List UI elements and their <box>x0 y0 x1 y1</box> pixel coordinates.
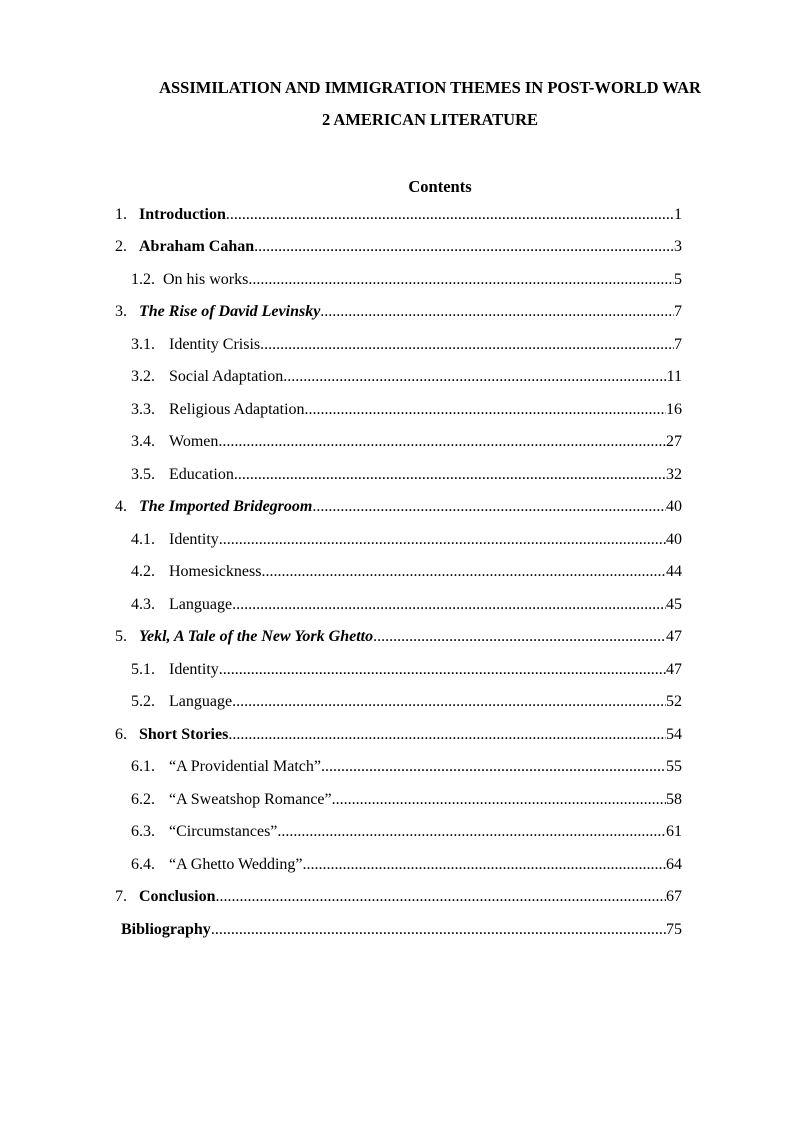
toc-entry-page: 64 <box>666 856 682 873</box>
toc-entry-number: 4.3. <box>131 596 155 613</box>
toc-leader-dots <box>260 336 674 354</box>
document-title-line-2: 2 AMERICAN LITERATURE <box>321 110 539 129</box>
toc-leader-dots <box>261 563 666 581</box>
toc-leader-dots <box>219 531 666 549</box>
toc-entry-number: 6.2. <box>131 791 155 808</box>
toc-entry-identity[interactable] <box>131 531 682 553</box>
document-title-line-1: ASSIMILATION AND IMMIGRATION THEMES IN POST-WORLD WAR <box>159 78 701 97</box>
toc-entry-language[interactable] <box>131 596 682 618</box>
toc-entry-page: 54 <box>666 726 682 743</box>
toc-entry-number: 4.2. <box>131 563 155 580</box>
toc-leader-dots <box>303 856 667 874</box>
toc-entry-number: 6. <box>115 726 127 743</box>
toc-entry-language[interactable] <box>131 693 682 715</box>
toc-leader-dots <box>234 466 666 484</box>
toc-entry-page: 44 <box>666 563 682 580</box>
toc-leader-dots <box>218 433 666 451</box>
toc-entry-label: Identity Crisis <box>169 336 261 353</box>
toc-entry-number: 4. <box>115 498 127 515</box>
toc-entry-page: 75 <box>666 921 682 938</box>
toc-leader-dots <box>305 401 666 419</box>
toc-leader-dots <box>320 303 674 321</box>
toc-leader-dots <box>219 661 666 679</box>
toc-entry-page: 11 <box>666 368 682 385</box>
toc-leader-dots <box>321 758 666 776</box>
toc-entry-providential-match[interactable] <box>131 758 682 780</box>
toc-entry-page: 7 <box>674 336 682 353</box>
toc-leader-dots <box>228 726 666 744</box>
toc-entry-page: 32 <box>666 466 682 483</box>
toc-entry-number: 6.3. <box>131 823 155 840</box>
toc-entry-page: 27 <box>666 433 682 450</box>
toc-leader-dots <box>312 498 666 516</box>
toc-entry-circumstances[interactable] <box>131 823 682 845</box>
toc-leader-dots <box>232 596 666 614</box>
toc-entry-label: Homesickness <box>169 563 262 580</box>
toc-entry-number: 1. <box>115 206 127 223</box>
toc-entry-label: “A Ghetto Wedding” <box>169 856 303 873</box>
contents-heading: Contents <box>408 177 472 196</box>
toc-entry-yekl[interactable] <box>115 628 682 650</box>
toc-entry-label: Identity <box>169 531 219 548</box>
toc-entry-short-stories[interactable] <box>115 726 682 748</box>
toc-leader-dots <box>373 628 666 646</box>
toc-entry-page: 67 <box>666 888 682 905</box>
toc-entry-label: Short Stories <box>139 726 229 743</box>
toc-entry-label: Introduction <box>139 206 226 223</box>
toc-entry-education[interactable] <box>131 466 682 488</box>
toc-entry-women[interactable] <box>131 433 682 455</box>
toc-entry-page: 40 <box>666 498 682 515</box>
toc-entry-label: Women <box>169 433 219 450</box>
toc-entry-number: 3. <box>115 303 127 320</box>
toc-entry-label: On his works <box>163 271 249 288</box>
toc-entry-sweatshop-romance[interactable] <box>131 791 682 813</box>
toc-entry-number: 3.5. <box>131 466 155 483</box>
toc-entry-conclusion[interactable] <box>115 888 682 910</box>
toc-entry-number: 2. <box>115 238 127 255</box>
toc-entry-identity-crisis[interactable] <box>131 336 682 358</box>
toc-leader-dots <box>332 791 666 809</box>
toc-entry-social-adaptation[interactable] <box>131 368 682 390</box>
toc-leader-dots <box>283 368 666 386</box>
toc-entry-bibliography[interactable] <box>121 921 682 943</box>
toc-entry-ghetto-wedding[interactable] <box>131 856 682 878</box>
toc-entry-number: 5.1. <box>131 661 155 678</box>
toc-entry-number: 4.1. <box>131 531 155 548</box>
toc-entry-number: 3.1. <box>131 336 155 353</box>
toc-entry-label: Bibliography <box>121 921 211 938</box>
toc-entry-label: Religious Adaptation <box>169 401 305 418</box>
toc-entry-on-his-works[interactable] <box>131 271 682 293</box>
toc-entry-rise-of-david-levinsky[interactable] <box>115 303 682 325</box>
toc-entry-number: 6.1. <box>131 758 155 775</box>
toc-entry-page: 40 <box>666 531 682 548</box>
toc-entry-page: 58 <box>666 791 682 808</box>
toc-entry-label: Conclusion <box>139 888 216 905</box>
toc-entry-page: 47 <box>666 661 682 678</box>
toc-entry-label: “A Providential Match” <box>169 758 321 775</box>
toc-entry-introduction[interactable] <box>115 206 682 228</box>
toc-entry-number: 3.2. <box>131 368 155 385</box>
toc-entry-identity[interactable] <box>131 661 682 683</box>
toc-entry-page: 1 <box>674 206 682 223</box>
toc-entry-number: 6.4. <box>131 856 155 873</box>
toc-entry-page: 55 <box>666 758 682 775</box>
toc-entry-label: Language <box>169 693 233 710</box>
toc-entry-page: 7 <box>674 303 682 320</box>
toc-leader-dots <box>211 921 666 939</box>
toc-entry-label: Language <box>169 596 233 613</box>
toc-leader-dots <box>226 206 674 224</box>
toc-entry-page: 5 <box>674 271 682 288</box>
toc-entry-label: Education <box>169 466 234 483</box>
toc-entry-number: 7. <box>115 888 127 905</box>
toc-entry-page: 16 <box>666 401 682 418</box>
toc-entry-label: Identity <box>169 661 219 678</box>
toc-entry-label: Abraham Cahan <box>139 238 255 255</box>
toc-entry-homesickness[interactable] <box>131 563 682 585</box>
toc-leader-dots <box>254 238 674 256</box>
toc-entry-number: 5.2. <box>131 693 155 710</box>
toc-leader-dots <box>215 888 666 906</box>
toc-entry-page: 61 <box>666 823 682 840</box>
toc-entry-page: 3 <box>674 238 682 255</box>
toc-leader-dots <box>248 271 674 289</box>
toc-entry-label: The Imported Bridegroom <box>139 498 313 515</box>
toc-entry-abraham-cahan[interactable] <box>115 238 682 260</box>
toc-entry-number: 5. <box>115 628 127 645</box>
toc-leader-dots <box>277 823 666 841</box>
toc-entry-label: “Circumstances” <box>169 823 278 840</box>
toc-entry-label: Yekl, A Tale of the New York Ghetto <box>139 628 374 645</box>
toc-entry-label: “A Sweatshop Romance” <box>169 791 332 808</box>
toc-entry-number: 1.2. <box>131 271 155 288</box>
toc-entry-label: The Rise of David Levinsky <box>139 303 321 320</box>
toc-entry-page: 47 <box>666 628 682 645</box>
toc-entry-label: Social Adaptation <box>169 368 284 385</box>
toc-entry-religious-adaptation[interactable] <box>131 401 682 423</box>
toc-entry-number: 3.3. <box>131 401 155 418</box>
toc-entry-page: 45 <box>666 596 682 613</box>
toc-entry-page: 52 <box>666 693 682 710</box>
toc-entry-number: 3.4. <box>131 433 155 450</box>
toc-entry-imported-bridegroom[interactable] <box>115 498 682 520</box>
toc-leader-dots <box>232 693 666 711</box>
